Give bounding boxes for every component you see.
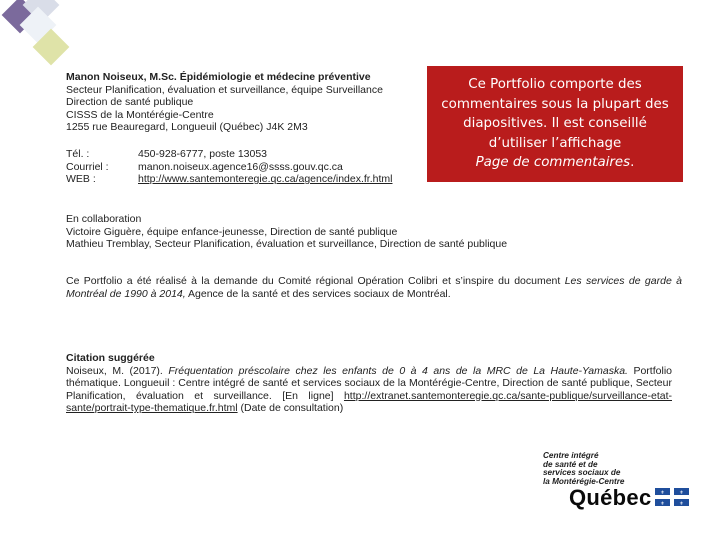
author-line: Secteur Planification, évaluation et surveillance, équipe Surveillance: [66, 83, 383, 96]
comments-callout: [427, 66, 683, 182]
svg-text:⚜: ⚜: [660, 490, 665, 496]
logo-text: [543, 452, 624, 486]
logo-line: services sociaux de: [543, 468, 621, 478]
cisss-logo: [537, 448, 695, 512]
collaborator-line: Mathieu Tremblay, Secteur Planification, évaluation et surveillance, Direction de santé publique: [66, 238, 508, 250]
citation-title: Fréquentation préscolaire chez les enfants de 0 à 4 ans de la MRC de La Haute-Yamaska.: [168, 364, 628, 377]
logo-line: Centre intégré: [543, 451, 599, 460]
email-label: Courriel :: [66, 160, 109, 173]
tel-label: Tél. :: [66, 148, 90, 160]
svg-text:⚜: ⚜: [679, 490, 684, 496]
citation-link[interactable]: http://extranet.santemonteregie.qc.ca/sante-publique/surveillance-etat-sante/portrait-type-thematique.fr.html: [66, 389, 672, 414]
callout-line: diapositives. Il est conseillé: [463, 116, 647, 132]
logo-line: la Montérégie-Centre: [543, 476, 625, 486]
author-name: Manon Noiseux, M.Sc. Épidémiologie et médecine préventive: [66, 71, 371, 83]
author-line: Direction de santé publique: [66, 96, 194, 108]
contact-web: [66, 173, 436, 186]
quebec-flag-icon: [655, 488, 689, 506]
tel-value: 450-928-6777, poste 13053: [138, 148, 268, 160]
svg-text:⚜: ⚜: [679, 501, 684, 506]
citation-text: Portfolio thématique. Longueuil : Centre intégré de santé et services sociaux de la Montérégie-Centre, Direction de santé publique, Secteur Planification, évaluation et surveillance. [En ligne]: [66, 364, 672, 402]
collaboration-block: [66, 213, 666, 251]
contact-block: [66, 148, 436, 186]
quebec-wordmark: Québec: [569, 485, 652, 510]
portfolio-text-end: Agence de la santé et des services sociaux de Montréal.: [185, 287, 451, 300]
callout-line: d’utiliser l’affichage: [488, 135, 622, 151]
contact-tel: [66, 148, 436, 161]
callout-last-line: [427, 153, 683, 173]
web-link[interactable]: http://www.santemonteregie.qc.ca/agence/index.fr.html: [138, 173, 393, 185]
author-line: CISSS de la Montérégie-Centre: [66, 108, 214, 121]
callout-end: .: [630, 155, 635, 171]
contact-email: [66, 161, 436, 174]
citation-author: Noiseux, M. (2017).: [66, 364, 169, 377]
portfolio-note: [66, 275, 682, 300]
email-value[interactable]: manon.noiseux.agence16@ssss.gouv.qc.ca: [138, 160, 343, 173]
citation-body: [66, 365, 672, 415]
svg-text:⚜: ⚜: [660, 501, 665, 506]
callout-line: Ce Portfolio comporte des: [468, 77, 642, 93]
logo-line: de santé et de: [543, 459, 598, 469]
collaborator-line: Victoire Giguère, équipe enfance-jeunesse, Direction de santé publique: [66, 225, 398, 238]
citation-heading: Citation suggérée: [66, 352, 155, 364]
portfolio-text: Ce Portfolio a été réalisé à la demande du Comité régional Opération Colibri et s’inspire du document: [66, 275, 565, 287]
collaboration-heading: En collaboration: [66, 213, 142, 225]
author-block: [66, 71, 426, 134]
citation-block: [66, 352, 672, 415]
callout-emphasis: Page de commentaires: [475, 155, 631, 171]
citation-end: (Date de consultation): [237, 402, 344, 414]
web-label: WEB :: [66, 173, 96, 185]
callout-line: commentaires sous la plupart des: [441, 96, 669, 112]
author-line: 1255 rue Beauregard, Longueuil (Québec) J4K 2M3: [66, 121, 308, 133]
portfolio-source-title: Les services de garde à Montréal de 1990 à 2014,: [66, 275, 682, 300]
